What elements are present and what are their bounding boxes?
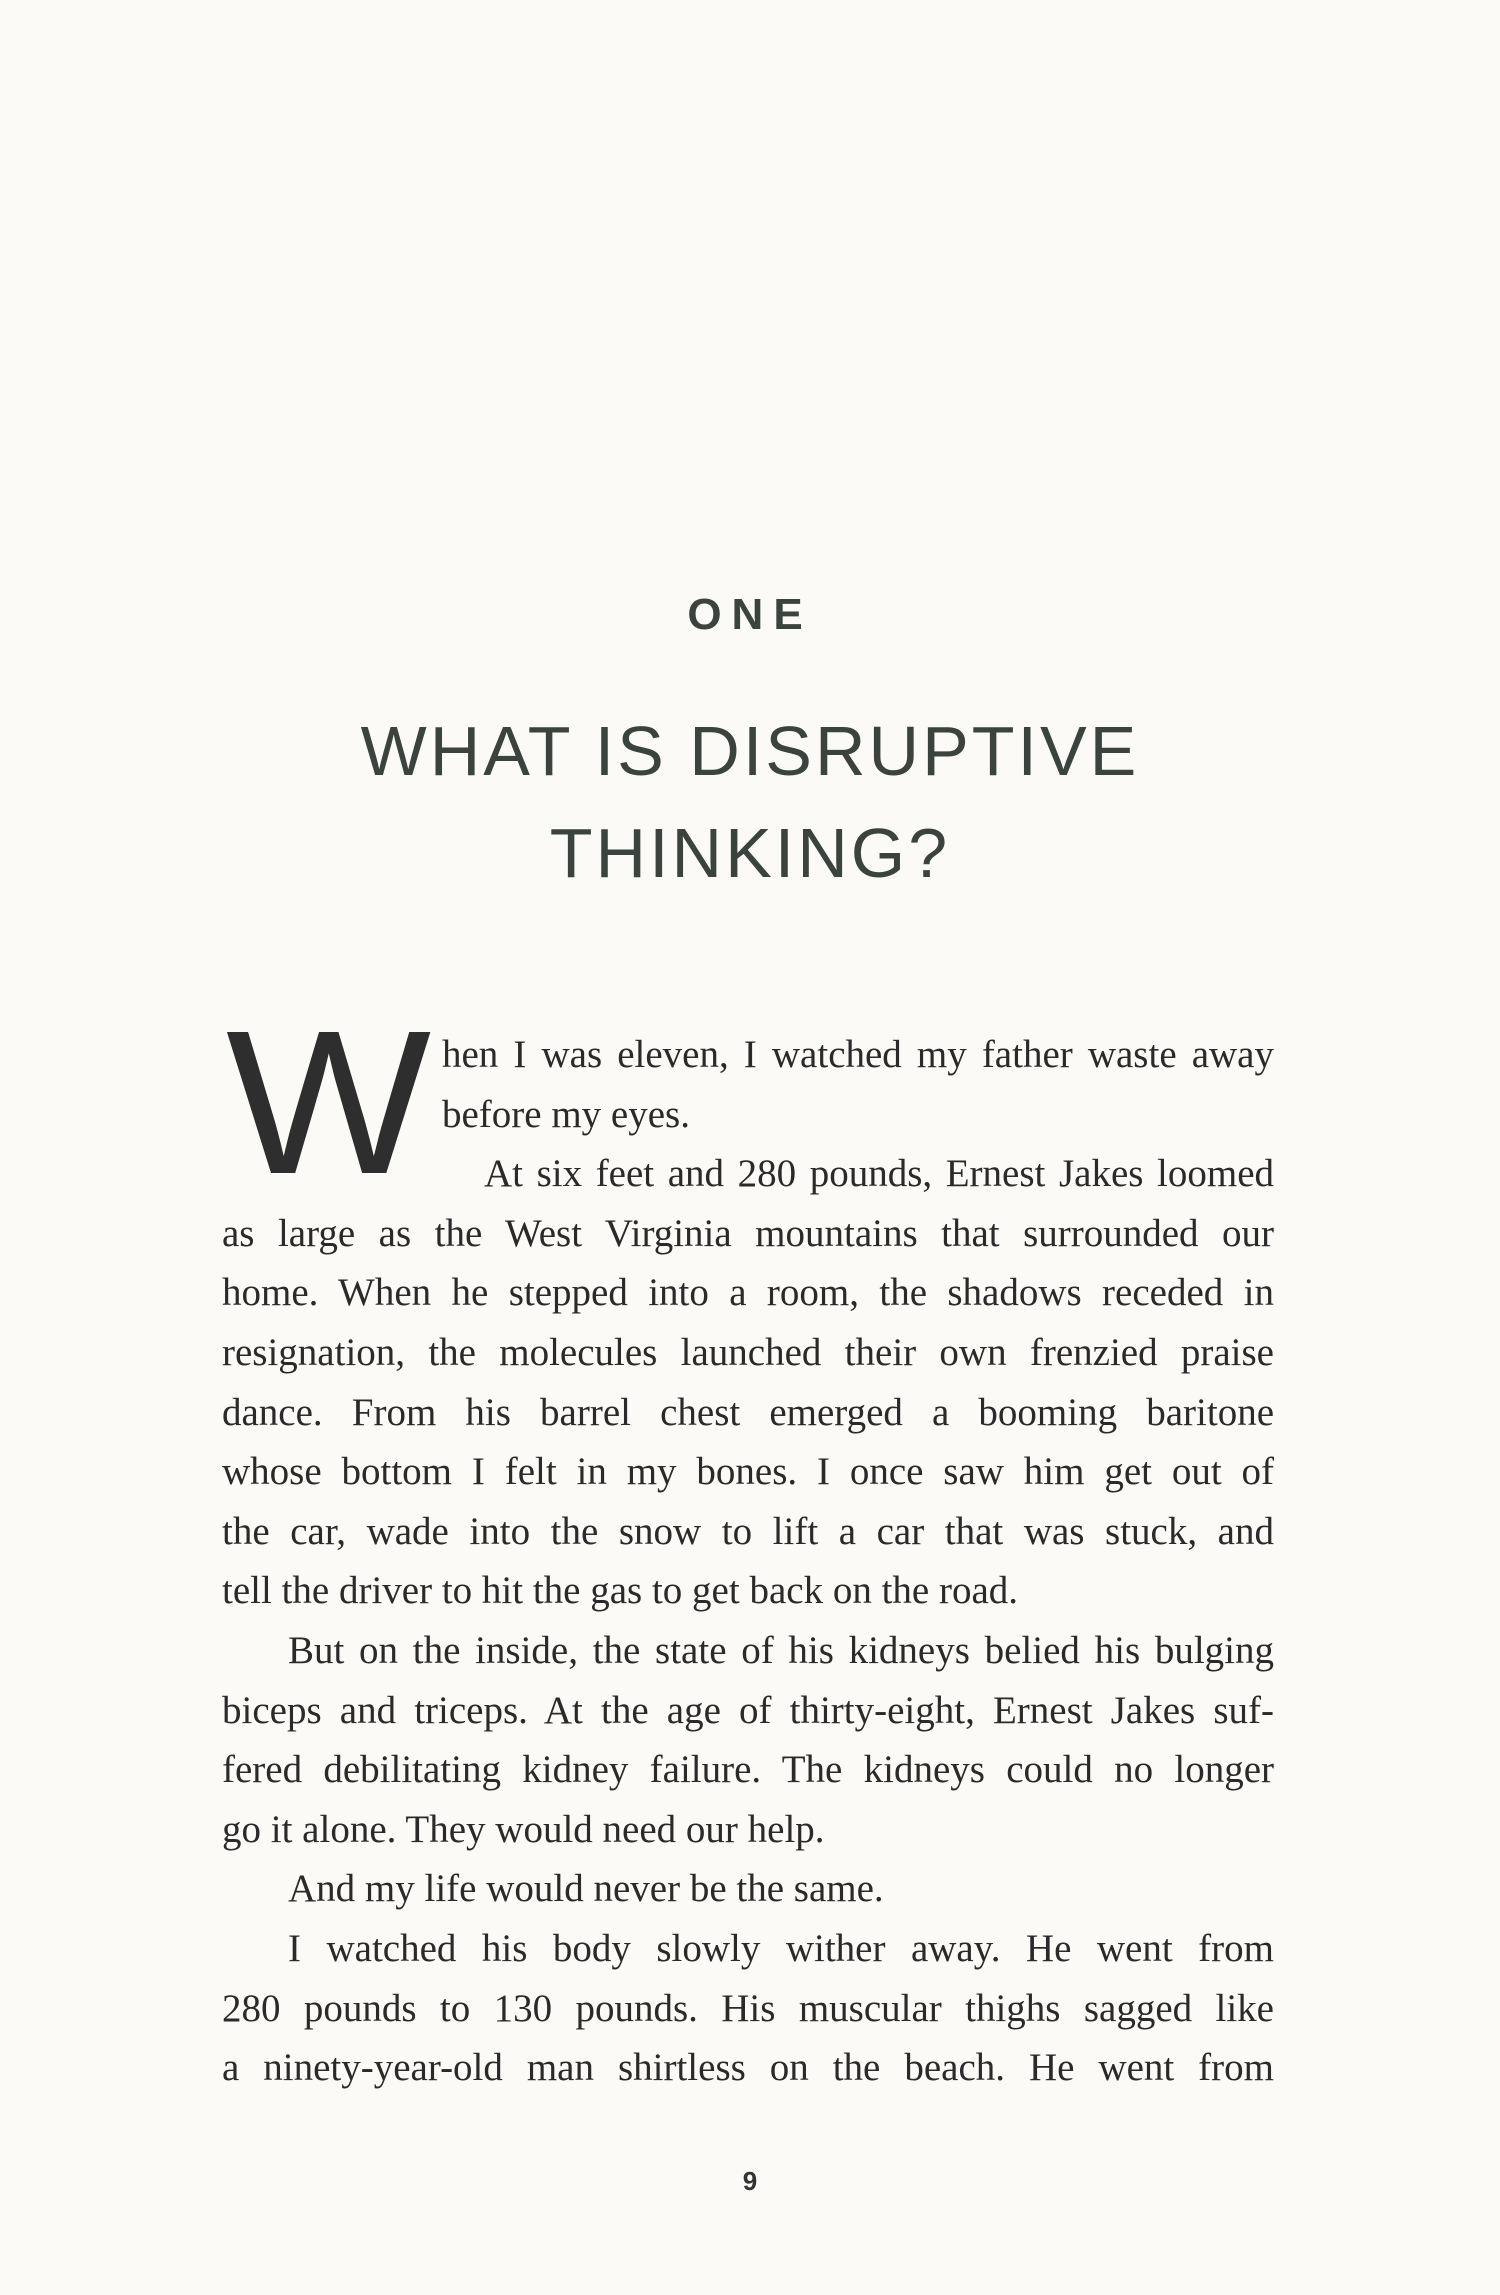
chapter-number: ONE — [687, 590, 813, 639]
text-line: a ninety-year-old man shirtless on the beach. He went from — [222, 2046, 1274, 2090]
text-line: At six feet and 280 pounds, Ernest Jakes loomed — [484, 1152, 1274, 1196]
text-line: And my life would never be the same. — [288, 1867, 884, 1911]
text-line: fered debilitating kidney failure. The kidneys could no longer — [222, 1748, 1274, 1792]
text-line: tell the driver to hit the gas to get back on the road. — [222, 1569, 1019, 1613]
chapter-title — [0, 700, 1500, 904]
text-line: as large as the West Virginia mountains that surrounded our — [222, 1211, 1274, 1255]
text-line: 280 pounds to 130 pounds. His muscular thighs sagged like — [222, 1986, 1274, 2030]
body-text — [222, 1025, 1274, 2098]
text-line: whose bottom I felt in my bones. I once saw him get out of — [222, 1450, 1274, 1494]
text-line: resignation, the molecules launched their own frenzied praise — [222, 1330, 1274, 1374]
text-line: I watched his body slowly wither away. He went from — [288, 1926, 1274, 1970]
text-line: the car, wade into the snow to lift a car that was stuck, and — [222, 1509, 1274, 1553]
text-line: But on the inside, the state of his kidneys belied his bulging — [288, 1628, 1274, 1672]
chapter-title-line-2: THINKING? — [549, 814, 951, 892]
text-line: home. When he stepped into a room, the shadows receded in — [222, 1271, 1274, 1315]
text-line: hen I was eleven, I watched my father waste away — [442, 1033, 1274, 1076]
text-line: dance. From his barrel chest emerged a booming baritone — [222, 1390, 1274, 1434]
page-number: 9 — [742, 2166, 758, 2196]
text-line: biceps and triceps. At the age of thirty-eight, Ernest Jakes suf- — [222, 1688, 1274, 1732]
drop-cap: W — [226, 988, 432, 1217]
text-line: before my eyes. — [442, 1092, 690, 1136]
text-line: go it alone. They would need our help. — [222, 1807, 825, 1851]
chapter-title-line-1: WHAT IS DISRUPTIVE — [360, 712, 1140, 790]
